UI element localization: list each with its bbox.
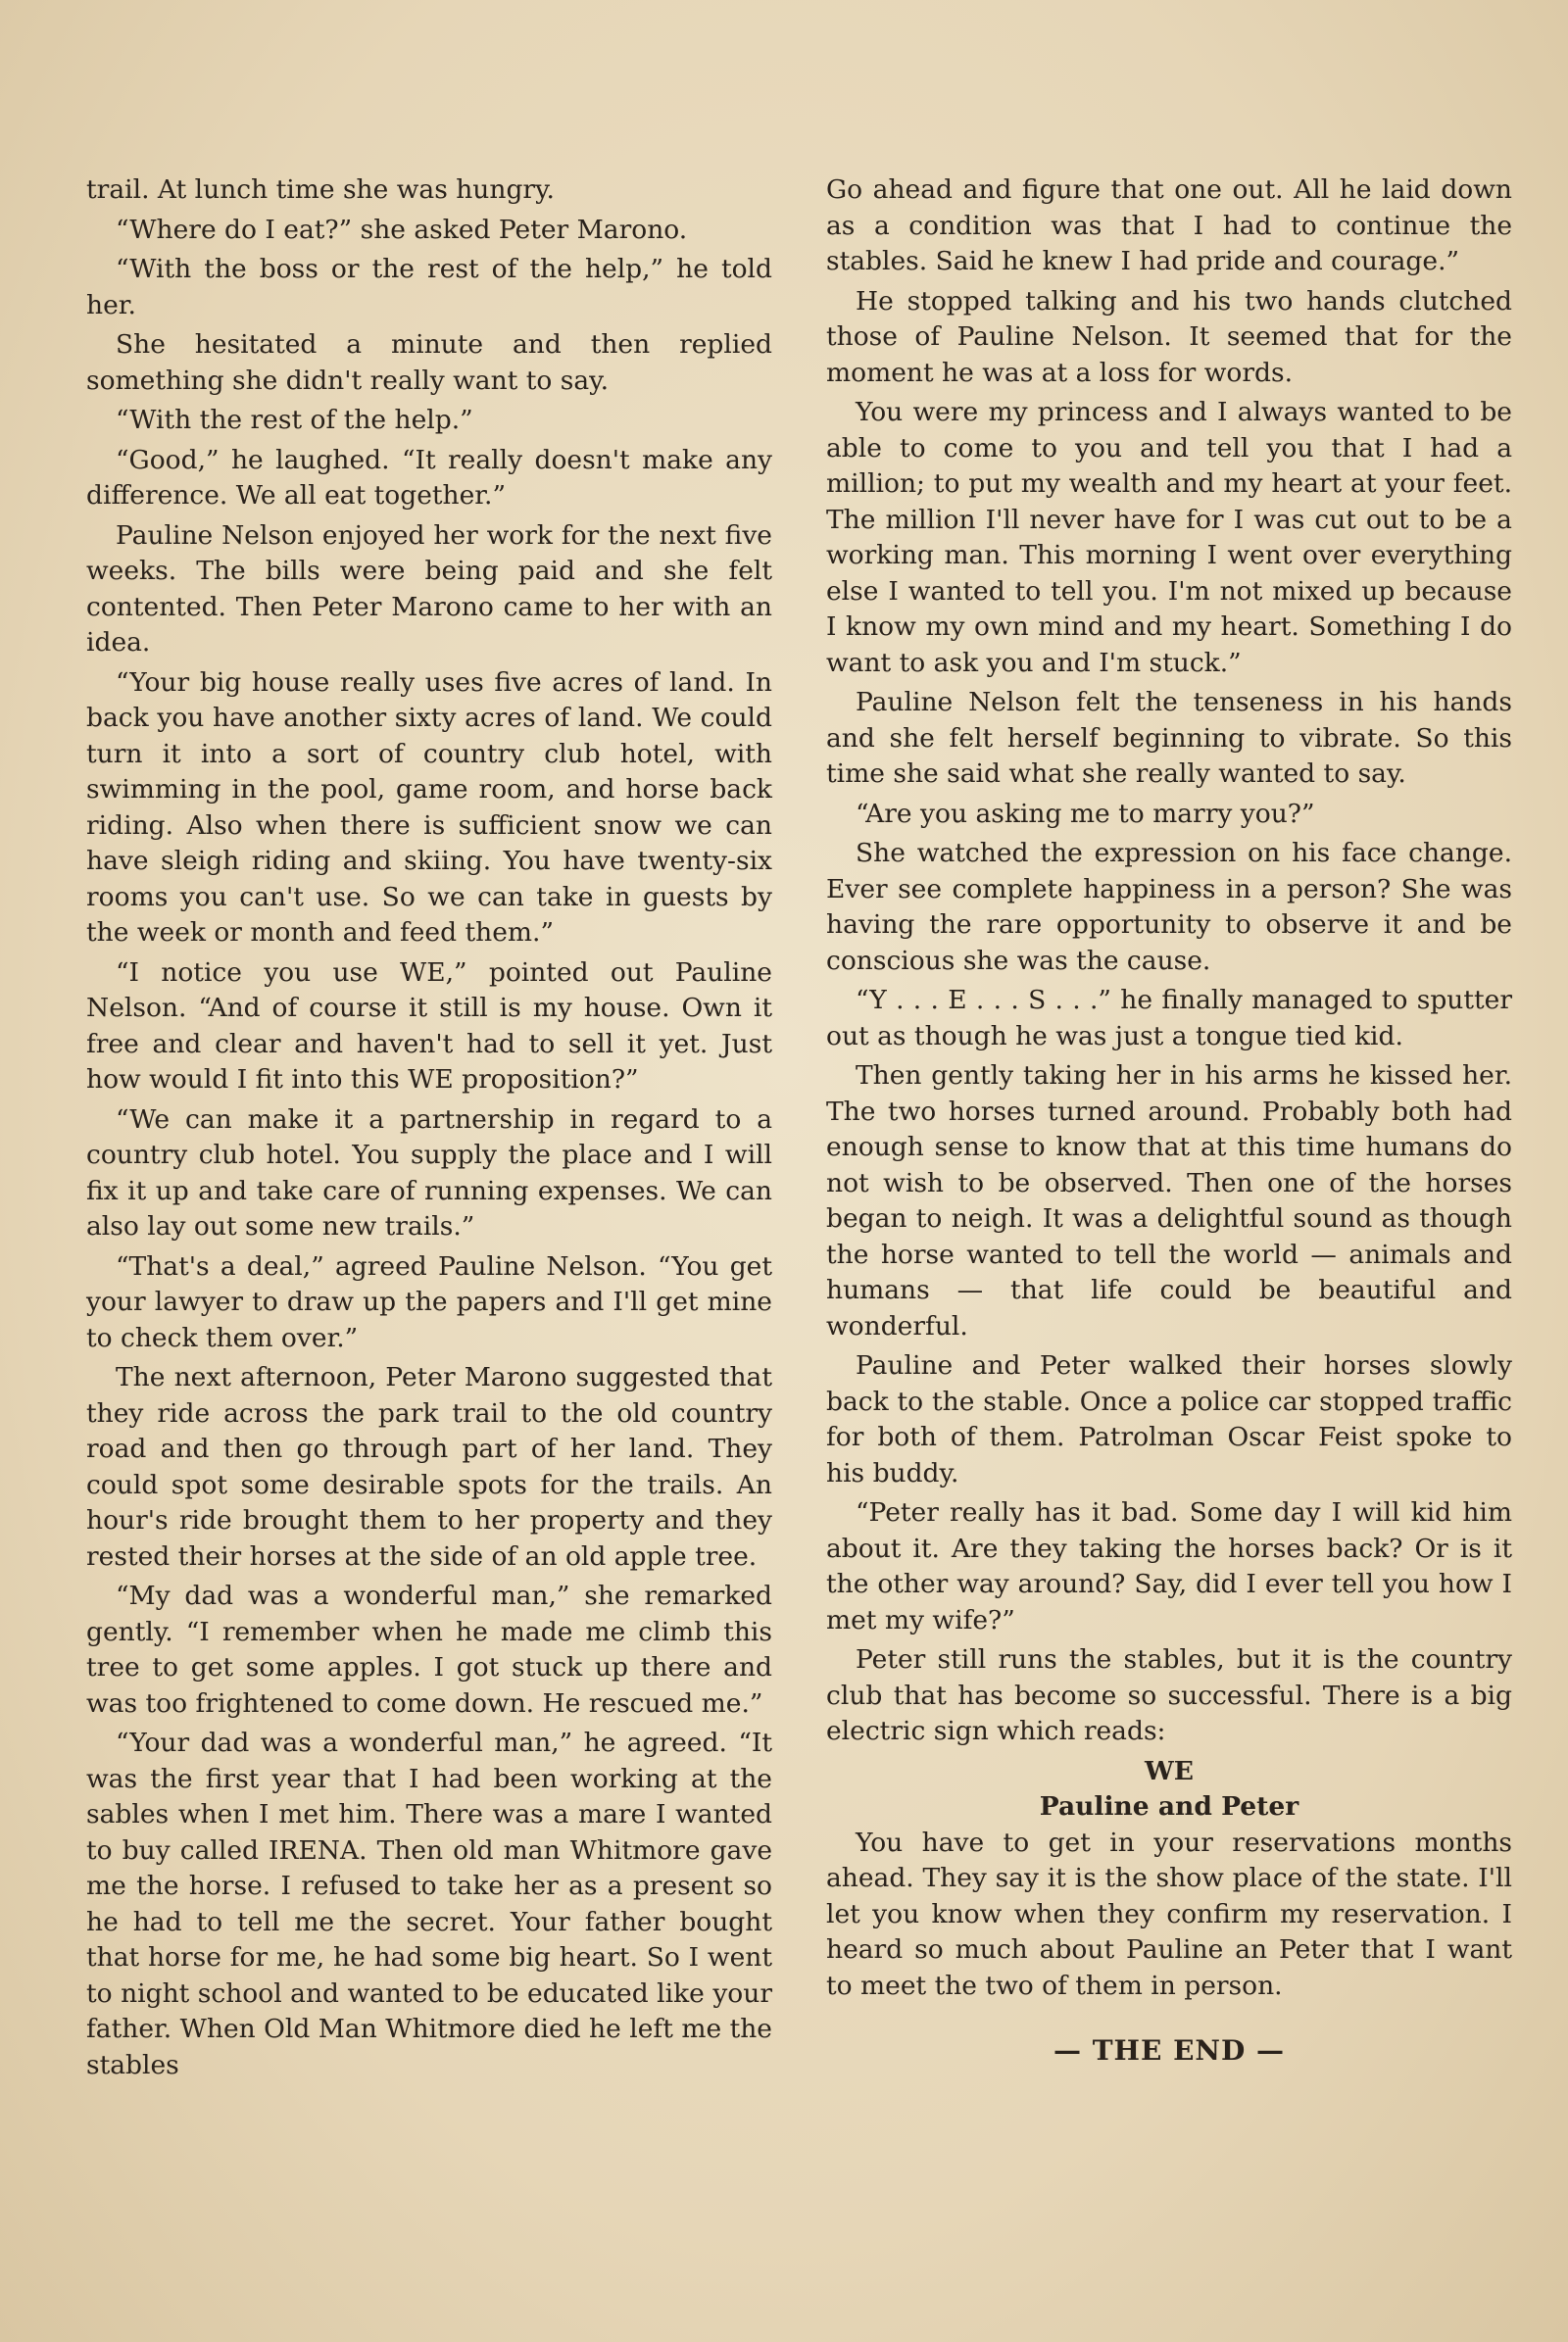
sign-line-names: Pauline and Peter [1039,1791,1299,1822]
paragraph: “Your dad was a wonderful man,” he agreed. “It was the first year that I had been working at the sables when I met him. There was a mare I wanted to buy called IRENA. Then old man Whitmore gave me the horse. I refused to take her as a present so he had to tell me the secret. Your father bought that horse for me, he had some big heart. So I went to night school and wanted to be educated like your father. When Old Man Whitmore died he left me the stables [86,1728,772,2080]
paragraph: She watched the expression on his face change. Ever see complete happiness in a person? She was having the rare opportunity to observe it and be conscious she was the cause. [826,838,1512,976]
paragraph: trail. At lunch time she was hungry. [86,174,555,205]
paragraph: “We can make it a partnership in regard to a country club hotel. You supply the place and I will fix it up and take care of running expenses. We can also lay out some new trails.” [86,1103,772,1242]
paragraph: “With the rest of the help.” [116,405,473,435]
closing-paragraph: You have to get in your reservations months ahead. They say it is the show place of the state. I'll let you know when they confirm my reservation. I heard so much about Pauline an Peter that I want to meet the two of them in person. [826,1827,1512,2001]
paragraph: “Are you asking me to marry you?” [856,798,1315,829]
paragraph: “Peter really has it bad. Some day I will kid him about it. Are they taking the horses back? Or is it the other way around? Say, did I ever tell you how I met my wife?” [826,1497,1512,1635]
left-column [86,172,772,2087]
paragraph: Pauline and Peter walked their horses slowly back to the stable. Once a police car stopped traffic for both of them. Patrolman Oscar Feist spoke to his buddy. [826,1350,1512,1488]
right-column [826,172,1512,2070]
paragraph: “Your big house really uses five acres of land. In back you have another sixty acres of land. We could turn it into a sort of country club hotel, with swimming in the pool, game room, and horse back riding. Also when there is sufficient snow we can have sleigh riding and skiing. You have twenty-six rooms you can't use. So we can take in guests by the week or month and feed them.” [86,666,772,948]
paragraph: Peter still runs the stables, but it is the country club that has become so successful. There is a big electric sign which reads: [826,1644,1512,1746]
paragraph: “I notice you use WE,” pointed out Pauline Nelson. “And of course it still is my house. Own it free and clear and haven't had to sell it yet. Just how would I fit into this WE proposition?” [86,956,772,1095]
paragraph: The next afternoon, Peter Marono suggested that they ride across the park trail to the old country road and then go through part of her land. They could spot some desirable spots for the trails. An hour's ride brought them to her property and they rested their horses at the side of an old apple tree. [86,1362,772,1572]
paragraph: Then gently taking her in his arms he kissed her. The two horses turned around. Probably both had enough sense to know that at this time humans do not wish to be observed. Then one of the horses began to neigh. It was a delightful sound as though the horse wanted to tell the world — animals and humans — that life could be beautiful and wonderful. [826,1060,1512,1342]
the-end-mark: — THE END — [1053,2034,1286,2067]
paragraph: Pauline Nelson felt the tenseness in his hands and she felt herself beginning to vibrate. So this time she said what she really wanted to say. [826,687,1512,789]
paragraph: “My dad was a wonderful man,” she remarked gently. “I remember when he made me climb this tree to get some apples. I got stuck up there and was too frightened to come down. He rescued me.” [86,1581,772,1719]
paragraph: “Good,” he laughed. “It really doesn't make any difference. We all eat together.” [86,444,772,511]
paragraph: She hesitated a minute and then replied something she didn't really want to say. [86,329,772,396]
paragraph: He stopped talking and his two hands clutched those of Pauline Nelson. It seemed that for the moment he was at a loss for words. [826,285,1512,388]
paragraph: “With the boss or the rest of the help,” he told her. [86,254,772,320]
paragraph: Go ahead and figure that one out. All he laid down as a condition was that I had to continue the stables. Said he knew I had pride and courage.” [826,174,1512,276]
paragraph: “Y . . . E . . . S . . .” he finally managed to sputter out as though he was just a tongue tied kid. [826,985,1512,1051]
paragraph: Pauline Nelson enjoyed her work for the next five weeks. The bills were being paid and she felt contented. Then Peter Marono came to her with an idea. [86,519,772,658]
sign-line-we: WE [1145,1755,1194,1786]
paragraph: “That's a deal,” agreed Pauline Nelson. “You get your lawyer to draw up the papers and I'll get mine to check them over.” [86,1250,772,1353]
paragraph: You were my princess and I always wanted to be able to come to you and tell you that I had a million; to put my wealth and my heart at your feet. The million I'll never have for I was cut out to be a working man. This morning I went over everything else I wanted to tell you. I'm not mixed up because I know my own mind and my heart. Something I do want to ask you and I'm stuck.” [826,397,1512,678]
paragraph: “Where do I eat?” she asked Peter Marono. [116,214,688,245]
